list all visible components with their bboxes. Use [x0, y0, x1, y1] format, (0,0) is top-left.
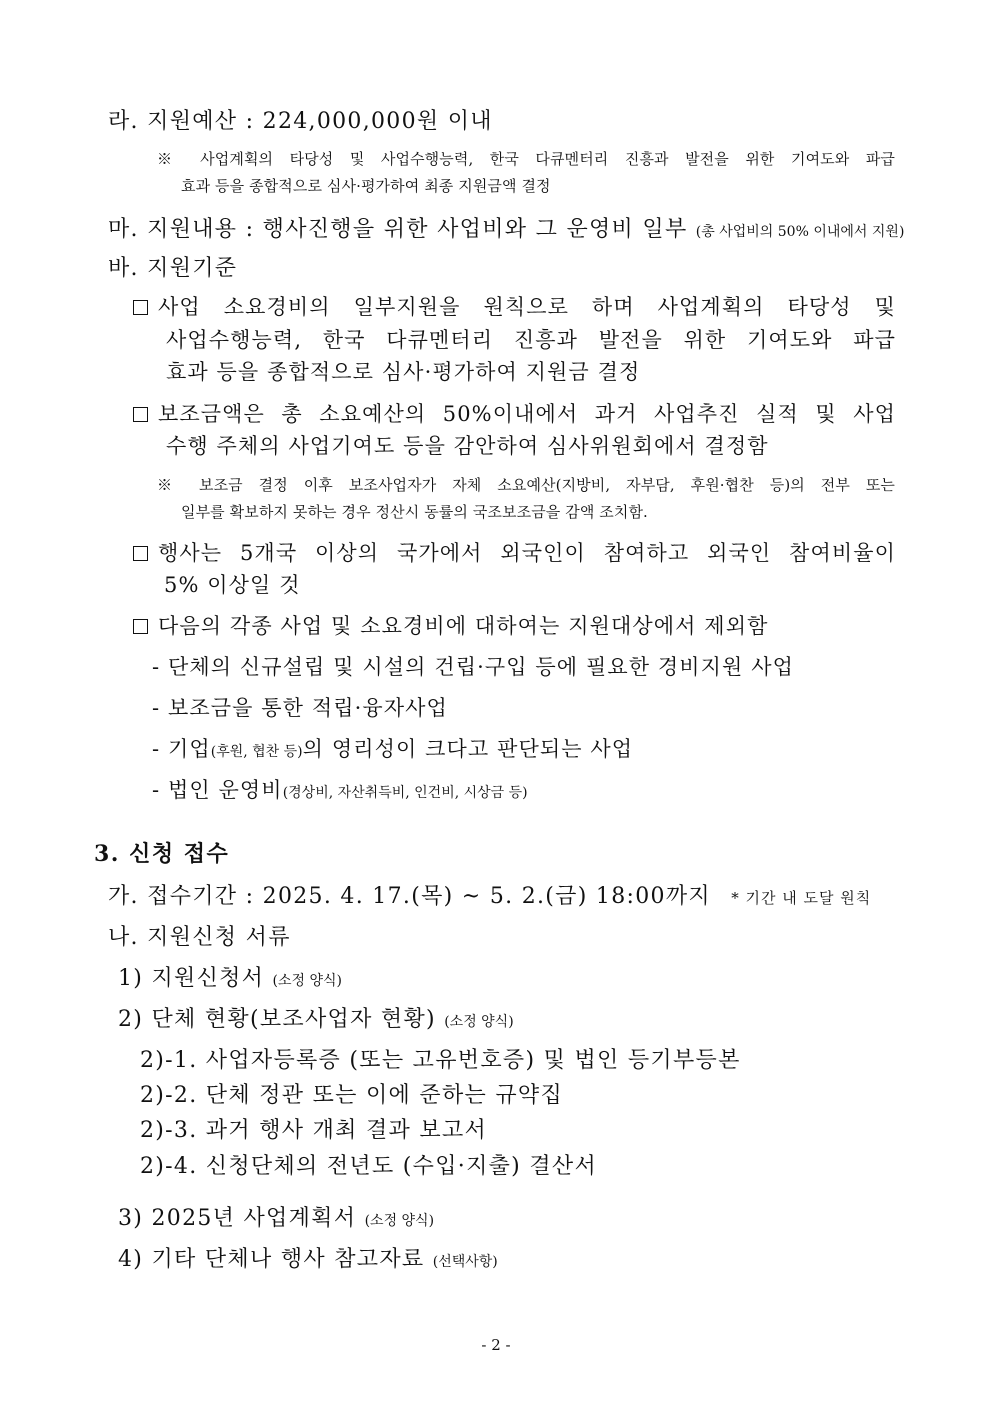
- criteria-item1-line1: 사업 소요경비의 일부지원을 원칙으로 하며 사업계획의 타당성 및: [133, 291, 896, 321]
- checkbox-square-icon: [133, 619, 148, 634]
- doc-item-4: 4) 기타 단체나 행사 참고자료 (선택사항): [118, 1247, 498, 1272]
- criteria-item2-line1: 보조금액은 총 소요예산의 50%이내에서 과거 사업추진 실적 및 사업: [133, 398, 896, 428]
- doc2-sub-item: 2)-4. 신청단체의 전년도 (수입·지출) 결산서: [140, 1154, 598, 1179]
- content-main: 마. 지원내용 : 행사진행을 위한 사업비와 그 운영비 일부: [108, 217, 688, 242]
- content-line: [108, 212, 904, 243]
- application-period-note: * 기간 내 도달 원칙: [731, 889, 872, 907]
- section3-heading: 3. 신청 접수: [94, 841, 230, 867]
- budget-note-line2: 효과 등을 종합적으로 심사·평가하여 최종 지원금액 결정: [181, 177, 551, 195]
- budget-note-line1: ※ 사업계획의 타당성 및 사업수행능력, 한국 다큐멘터리 진흥과 발전을 위한 기여도와 파급: [157, 150, 895, 168]
- doc-item-1: 1) 지원신청서 (소정 양식): [118, 966, 343, 991]
- doc-item-3: 3) 2025년 사업계획서 (소정 양식): [118, 1206, 435, 1231]
- criteria-item4: 다음의 각종 사업 및 소요경비에 대하여는 지원대상에서 제외함: [133, 610, 768, 640]
- exclusion-aside: (후원, 협찬 등): [210, 744, 303, 760]
- checkbox-square-icon: [133, 546, 148, 561]
- criteria-item2-note-line2: 일부를 확보하지 못하는 경우 정산시 동률의 국조보조금을 감액 조치함.: [181, 503, 648, 521]
- exclusion-item: - 단체의 신규설립 및 시설의 건립·구입 등에 필요한 경비지원 사업: [152, 655, 794, 679]
- doc-item-2: 2) 단체 현황(보조사업자 현황) (소정 양식): [118, 1007, 514, 1032]
- page-number: - 2 -: [481, 1336, 511, 1354]
- exclusion-item: - 기업(후원, 협찬 등)의 영리성이 크다고 판단되는 사업: [152, 737, 634, 761]
- content-aside: (총 사업비의 50% 이내에서 지원): [695, 224, 905, 240]
- doc2-sub-item: 2)-3. 과거 행사 개최 결과 보고서: [140, 1118, 488, 1143]
- docs-heading: 나. 지원신청 서류: [108, 925, 291, 950]
- exclusion-item: - 보조금을 통한 적립·융자사업: [152, 696, 448, 720]
- budget-line: 라. 지원예산 : 224,000,000원 이내: [108, 109, 493, 134]
- criteria-item3-line1: 행사는 5개국 이상의 국가에서 외국인이 참여하고 외국인 참여비율이: [133, 537, 896, 567]
- doc2-sub-item: 2)-1. 사업자등록증 (또는 고유번호증) 및 법인 등기부등본: [140, 1048, 741, 1073]
- criteria-item2-line2: 수행 주체의 사업기여도 등을 감안하여 심사위원회에서 결정함: [166, 434, 769, 458]
- criteria-item1-line2: 사업수행능력, 한국 다큐멘터리 진흥과 발전을 위한 기여도와 파급: [166, 328, 896, 352]
- application-period: 가. 접수기간 : 2025. 4. 17.(목) ~ 5. 2.(금) 18:00까지 * 기간 내 도달 원칙: [108, 884, 872, 909]
- doc2-sub-item: 2)-2. 단체 정관 또는 이에 준하는 규약집: [140, 1083, 563, 1108]
- exclusion-item: - 법인 운영비(경상비, 자산취득비, 인건비, 시상금 등): [152, 778, 528, 802]
- checkbox-square-icon: [133, 407, 148, 422]
- criteria-item1-line3: 효과 등을 종합적으로 심사·평가하여 지원금 결정: [166, 360, 641, 384]
- criteria-item3-line2: 5% 이상일 것: [164, 573, 301, 597]
- exclusion-aside: (경상비, 자산취득비, 인건비, 시상금 등): [282, 785, 528, 801]
- criteria-heading: 바. 지원기준: [108, 256, 238, 281]
- checkbox-square-icon: [133, 300, 148, 315]
- criteria-item2-note-line1: ※ 보조금 결정 이후 보조사업자가 자체 소요예산(지방비, 자부담, 후원·협찬 등)의 전부 또는: [157, 476, 895, 494]
